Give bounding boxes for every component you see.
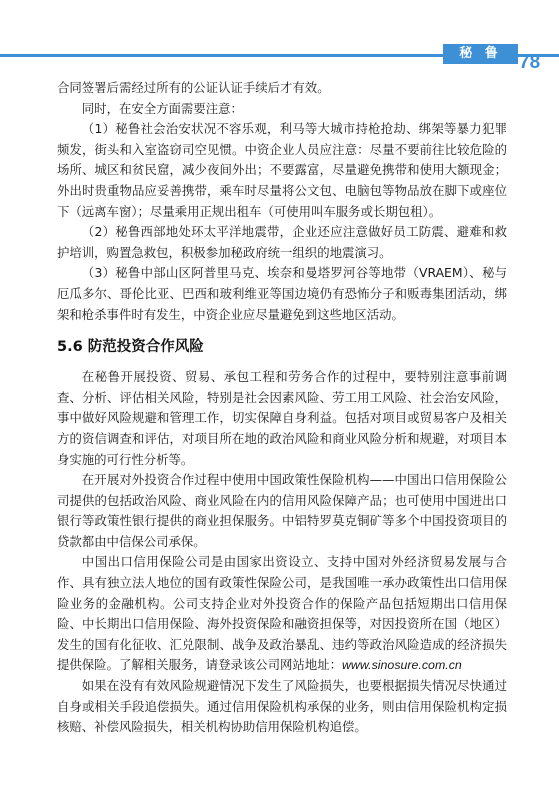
- website-link[interactable]: www.sinosure.com.cn: [341, 658, 462, 673]
- paragraph: 在开展对外投资合作过程中使用中国政策性保险机构——中国出口信用保险公司提供的包括政治风险、商业风险在内的信用风险保障产品；也可使用中国进出口银行等政策性银行提供的商业担保服务。中铝特罗莫克铜矿等多个中国投资项目的贷款都由中信保公司承保。: [57, 472, 507, 549]
- paragraph-text: 中国出口信用保险公司是由国家出资设立、支持中国对外经济贸易发展与合作、具有独立法人地位的国有政策性保险公司，是我国唯一承办政策性出口信用保险业务的金融机构。公司支持企业对外投资合作的保险产品包括短期出口信用保险、中长期出口信用保险、海外投资保险和融资担保等，对因投资所在国（地区）发生的国有化征收、汇兑限制、战争及政治暴乱、违约等政治风险造成的经济损失提供保险。了解相关服务，请登录该公司网站地址：: [57, 554, 507, 673]
- document-body: [57, 78, 507, 738]
- page-header: [0, 0, 559, 78]
- paragraph: （3）秘鲁中部山区阿普里马克、埃奈和曼塔罗河谷等地带（VRAEM）、秘与厄瓜多尔、哥伦比亚、巴西和玻利维亚等国边境仍有恐怖分子和贩毒集团活动，绑架和枪杀事件时有发生，中资企业应尽量避免到这些地区活动。: [57, 265, 507, 322]
- section-heading: 5.6 防范投资合作风险: [57, 339, 204, 356]
- paragraph: 在秘鲁开展投资、贸易、承包工程和劳务合作的过程中，要特别注意事前调查、分析、评估相关风险，特别是社会因素风险、劳工用工风险、社会治安风险，事中做好风险规避和管理工作，切实保障自身利益。包括对项目或贸易客户及相关方的资信调查和评估，对项目所在地的政治风险和商业风险分析和规避，对项目本身实施的可行性分析等。: [57, 369, 507, 467]
- page-number: 78: [519, 52, 541, 73]
- paragraph: [57, 552, 507, 676]
- paragraph: 如果在没有有效风险规避情况下发生了风险损失，也要根据损失情况尽快通过自身或相关手段追偿损失。通过信用保险机构承保的业务，则由信用保险机构定损核赔、补偿风险损失，相关机构协助信用保险机构追偿。: [57, 678, 507, 735]
- running-title: 秘 鲁: [443, 44, 518, 64]
- paragraph: 同时，在安全方面需要注意：: [81, 100, 243, 116]
- paragraph: 合同签署后需经过所有的公证认证手续后才有效。: [57, 80, 330, 95]
- paragraph: （2）秘鲁西部地处环太平洋地震带，企业还应注意做好员工防震、避难和救护培训，购置急救包，积极参加秘政府统一组织的地震演习。: [57, 224, 507, 260]
- paragraph: （1）秘鲁社会治安状况不容乐观，利马等大城市持枪抢劫、绑架等暴力犯罪频发，街头和入室盗窃司空见惯。中资企业人员应注意：尽量不要前往比较危险的场所、城区和贫民窟，减少夜间外出；不要露富，尽量避免携带和使用大额现金；外出时贵重物品应妥善携带，乘车时尽量将公文包、电脑包等物品放在脚下或座位下（远离车窗）；尽量乘用正规出租车（可使用叫车服务或长期包租）。: [57, 121, 507, 219]
